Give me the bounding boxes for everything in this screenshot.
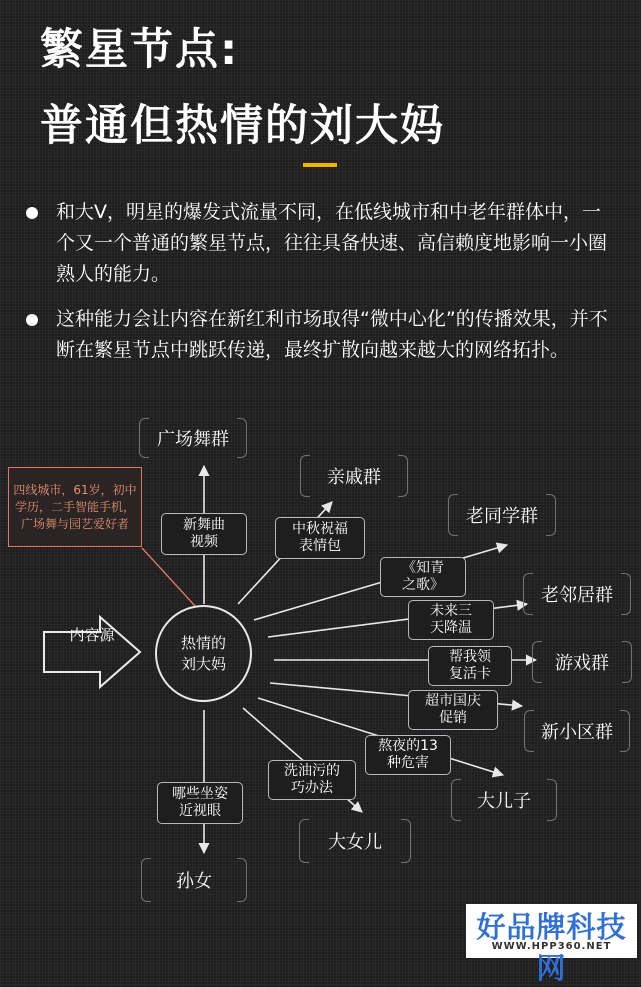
edge-label-zhongqiu: 中秋祝福 表情包 — [275, 517, 365, 559]
watermark-url: WWW.HPP360.NET — [491, 941, 612, 952]
node-guangchangwu-group: 广场舞群 — [139, 418, 247, 458]
note-connector-line — [142, 548, 196, 607]
center-node-liu-dama: 热情的 刘大妈 — [155, 605, 252, 702]
edge-label-cuxiao: 超市国庆 促销 — [408, 690, 498, 730]
node-daerzi: 大儿子 — [451, 779, 557, 821]
node-laotongxue-group: 老同学群 — [448, 494, 556, 536]
page-title-line-1: 繁星节点: — [40, 25, 240, 75]
node-qinqi-group: 亲戚群 — [300, 455, 408, 497]
profile-note: 四线城市，61岁，初中学历，二手智能手机，广场舞与园艺爱好者 — [8, 467, 142, 547]
bullet-text-2: 这种能力会让内容在新红利市场取得“微中心化”的传播效果，并不断在繁星节点中跳跃传递，最终扩散向越来越大的网络拓扑。 — [56, 308, 608, 361]
node-sunnv: 孙女 — [141, 858, 247, 902]
edge-label-xinwuqu: 新舞曲 视频 — [161, 513, 247, 555]
node-danver: 大女儿 — [299, 819, 411, 863]
edge-label-youwu: 洗油污的 巧办法 — [268, 760, 356, 800]
watermark — [466, 904, 637, 985]
edge-label-zhiqing: 《知青 之歌》 — [380, 557, 466, 597]
content-source-label: 内容源 — [69, 625, 115, 644]
edge-label-jiangwen: 未来三 天降温 — [408, 600, 494, 640]
watermark-title: 好品牌科技网 — [476, 910, 627, 985]
edge-label-zuozi: 哪些坐姿 近视眼 — [157, 782, 243, 824]
edge-label-fuhuoka: 帮我领 复活卡 — [428, 646, 512, 686]
node-youxi-group: 游戏群 — [532, 641, 632, 683]
page-title-line-2: 普通但热情的刘大妈 — [40, 101, 445, 151]
bullet-text-1: 和大V，明星的爆发式流量不同，在低线城市和中老年群体中，一个又一个普通的繁星节点，往往具备快速、高信赖度地影响一小圈熟人的能力。 — [56, 201, 608, 285]
node-xinxiaoqu-group: 新小区群 — [524, 710, 630, 752]
node-laolinju-group: 老邻居群 — [523, 573, 631, 615]
edge-label-aoye: 熬夜的13 种危害 — [365, 735, 451, 775]
